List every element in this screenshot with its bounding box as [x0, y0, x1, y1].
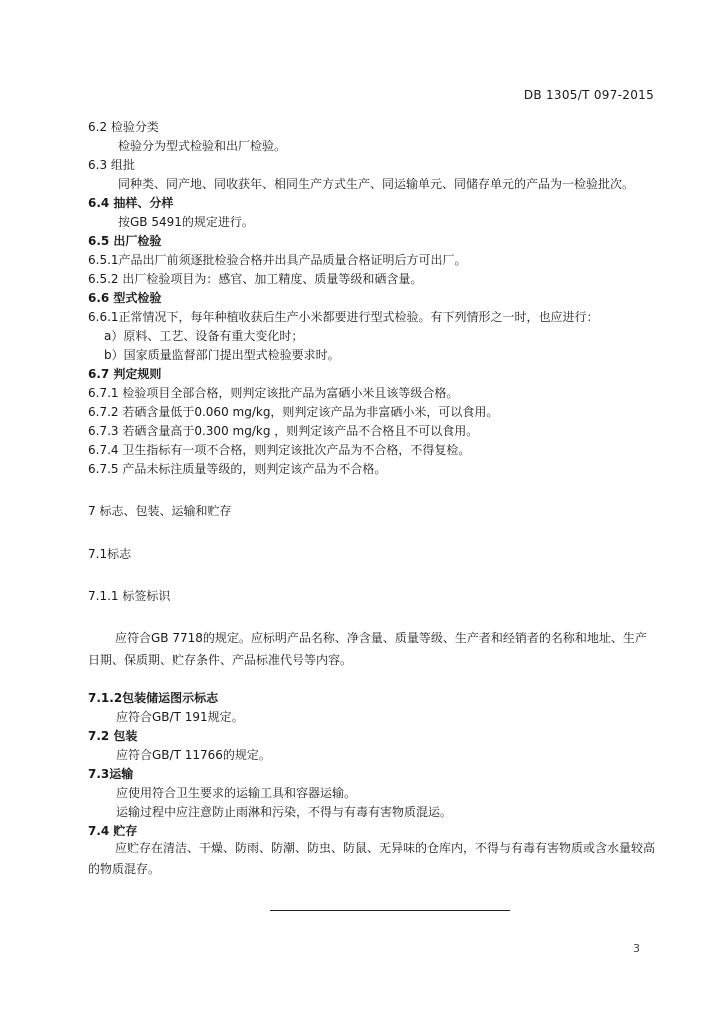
standard-code: DB 1305/T 097-2015 — [523, 88, 654, 102]
section-6-7-1-text: 6.7.1 检验项目全部合格，则判定该批产品为富硒小米且该等级合格。 — [88, 386, 459, 400]
list-item-b: b）国家质量监督部门提出型式检验要求时。 — [104, 348, 340, 362]
section-6-5-2-text: 6.5.2 出厂检验项目为：感官、加工精度、质量等级和硒含量。 — [88, 272, 423, 286]
section-6-7-2-text: 6.7.2 若硒含量低于0.060 mg/kg，则判定该产品为非富硒小米，可以食用。 — [88, 405, 499, 419]
section-6-5-1-text: 6.5.1产品出厂前须逐批检验合格并出具产品质量合格证明后方可出厂。 — [88, 253, 467, 267]
section-7-1-2-text: 应符合GB/T 191规定。 — [116, 710, 244, 724]
section-7-1-1-heading: 7.1.1 标签标识 — [88, 589, 171, 603]
section-6-7-5-text: 6.7.5 产品未标注质量等级的，则判定该产品为不合格。 — [88, 462, 387, 476]
label-requirement-paragraph: 应符合GB 7718的规定。应标明产品名称、净含量、质量等级、生产者和经销者的名称和地址、生产日期、保质期、贮存条件、产品标准代号等内容。 — [88, 631, 647, 667]
section-6-7-heading: 6.7 判定规则 — [88, 367, 162, 381]
storage-requirement-paragraph: 应贮存在清洁、干燥、防雨、防潮、防虫、防鼠、无异味的仓库内，不得与有毒有害物质或含水量较高的物质混存。 — [88, 841, 656, 876]
section-7-3-text-1: 应使用符合卫生要求的运输工具和容器运输。 — [116, 786, 357, 800]
section-6-2-text: 检验分为型式检验和出厂检验。 — [118, 139, 287, 153]
section-7-3-text-2: 运输过程中应注意防止雨淋和污染，不得与有毒有害物质混运。 — [116, 805, 453, 819]
section-7-2-heading: 7.2 包装 — [88, 729, 138, 743]
list-item-a: a）原料、工艺、设备有重大变化时； — [104, 329, 304, 343]
section-6-6-1-text: 6.6.1正常情况下，每年种植收获后生产小米都要进行型式检验。有下列情形之一时，也应进行： — [88, 310, 599, 324]
page-number: 3 — [633, 942, 640, 955]
chapter-7-heading: 7 标志、包装、运输和贮存 — [88, 504, 232, 518]
section-6-3-text: 同种类、同产地、同收获年、相同生产方式生产、同运输单元、同储存单元的产品为一检验批次。 — [118, 177, 635, 191]
section-7-1-2-heading: 7.1.2包装储运图示标志 — [88, 691, 219, 705]
section-6-4-text: 按GB 5491的规定进行。 — [118, 215, 254, 229]
section-6-7-3-text: 6.7.3 若硒含量高于0.300 mg/kg ，则判定该产品不合格且不可以食用。 — [88, 424, 479, 438]
section-7-3-heading: 7.3运输 — [88, 767, 134, 781]
section-6-3-heading: 6.3 组批 — [88, 158, 135, 172]
end-rule-divider — [270, 910, 510, 911]
section-6-2-heading: 6.2 检验分类 — [88, 120, 159, 134]
section-6-7-4-text: 6.7.4 卫生指标有一项不合格，则判定该批次产品为不合格，不得复检。 — [88, 443, 471, 457]
section-7-1-heading: 7.1标志 — [88, 547, 132, 561]
section-6-6-heading: 6.6 型式检验 — [88, 291, 162, 305]
section-6-5-heading: 6.5 出厂检验 — [88, 234, 162, 248]
section-6-4-heading: 6.4 抽样、分样 — [88, 196, 174, 210]
section-7-4-heading: 7.4 贮存 — [88, 824, 138, 838]
section-7-2-text: 应符合GB/T 11766的规定。 — [116, 748, 271, 762]
